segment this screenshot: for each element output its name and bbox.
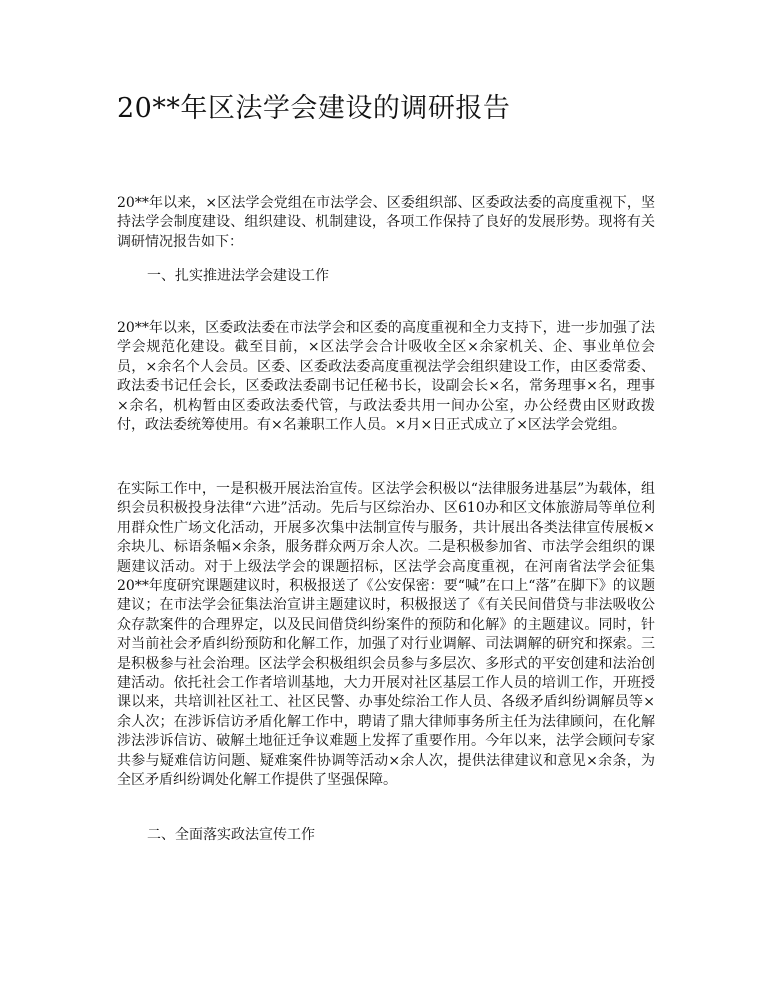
section-heading-2: 二、全面落实政法宣传工作 <box>147 827 315 843</box>
section-1-paragraph-2: 在实际工作中，一是积极开展法治宣传。区法学会积极以“法律服务进基层”为载体，组织会员积极投身法律“六进”活动。先后与区综治办、区610办和区文体旅游局等单位利用群众性广场文化活动，开展多次集中法制宣传与服务，共计展出各类法律宣传展板×余块儿、标语条幅×余条，服务群众两万余人次。二是积极参加省、市法学会组织的课题建议活动。对于上级法学会的课题招标，区法学会高度重视，在河南省法学会征集20**年度研究课题建议时，积极报送了《公安保密：要“喊”在口上“落”在脚下》的议题建议；在市法学会征集法治宣讲主题建议时，积极报送了《有关民间借贷与非法吸收公众存款案件的合理界定，以及民间借贷纠纷案件的预防和化解》的主题建议。同时，针对当前社会矛盾纠纷预防和化解工作，加强了对行业调解、司法调解的研究和探索。三是积极参与社会治理。区法学会积极组织会员参与多层次、多形式的平安创建和法治创建活动。依托社会工作者培训基地，大力开展对社区基层工作人员的培训工作，开班授课以来，共培训社区社工、社区民警、办事处综治工作人员、各级矛盾纠纷调解员等×余人次；在涉诉信访矛盾化解工作中，聘请了鼎大律师事务所主任为法律顾问，在化解涉法涉诉信访、破解土地征迁争议难题上发挥了重要作用。今年以来，法学会顾问专家共参与疑难信访问题、疑难案件协调等活动×余人次，提供法律建议和意见×余条，为全区矛盾纠纷调处化解工作提供了坚强保障。 <box>117 481 655 789</box>
document-title: 20**年区法学会建设的调研报告 <box>117 93 511 124</box>
section-heading-1: 一、扎实推进法学会建设工作 <box>147 268 329 284</box>
intro-paragraph: 20**年以来，×区法学会党组在市法学会、区委组织部、区委政法委的高度重视下，坚持法学会制度建设、组织建设、机制建设，各项工作保持了良好的发展形势。现将有关调研情况报告如下： <box>117 195 655 250</box>
section-1-paragraph-1: 20**年以来，区委政法委在市法学会和区委的高度重视和全力支持下，进一步加强了法学会规范化建设。截至目前，×区法学会合计吸收全区×余家机关、企、事业单位会员，×余名个人会员。区委、区委政法委高度重视法学会组织建设工作，由区委常委、政法委书记任会长，区委政法委副书记任秘书长，设副会长×名，常务理事×名，理事×余名，机构暂由区委政法委代管，与政法委共用一间办公室，办公经费由区财政拨付，政法委统筹使用。有×名兼职工作人员。×月×日正式成立了×区法学会党组。 <box>117 320 655 434</box>
